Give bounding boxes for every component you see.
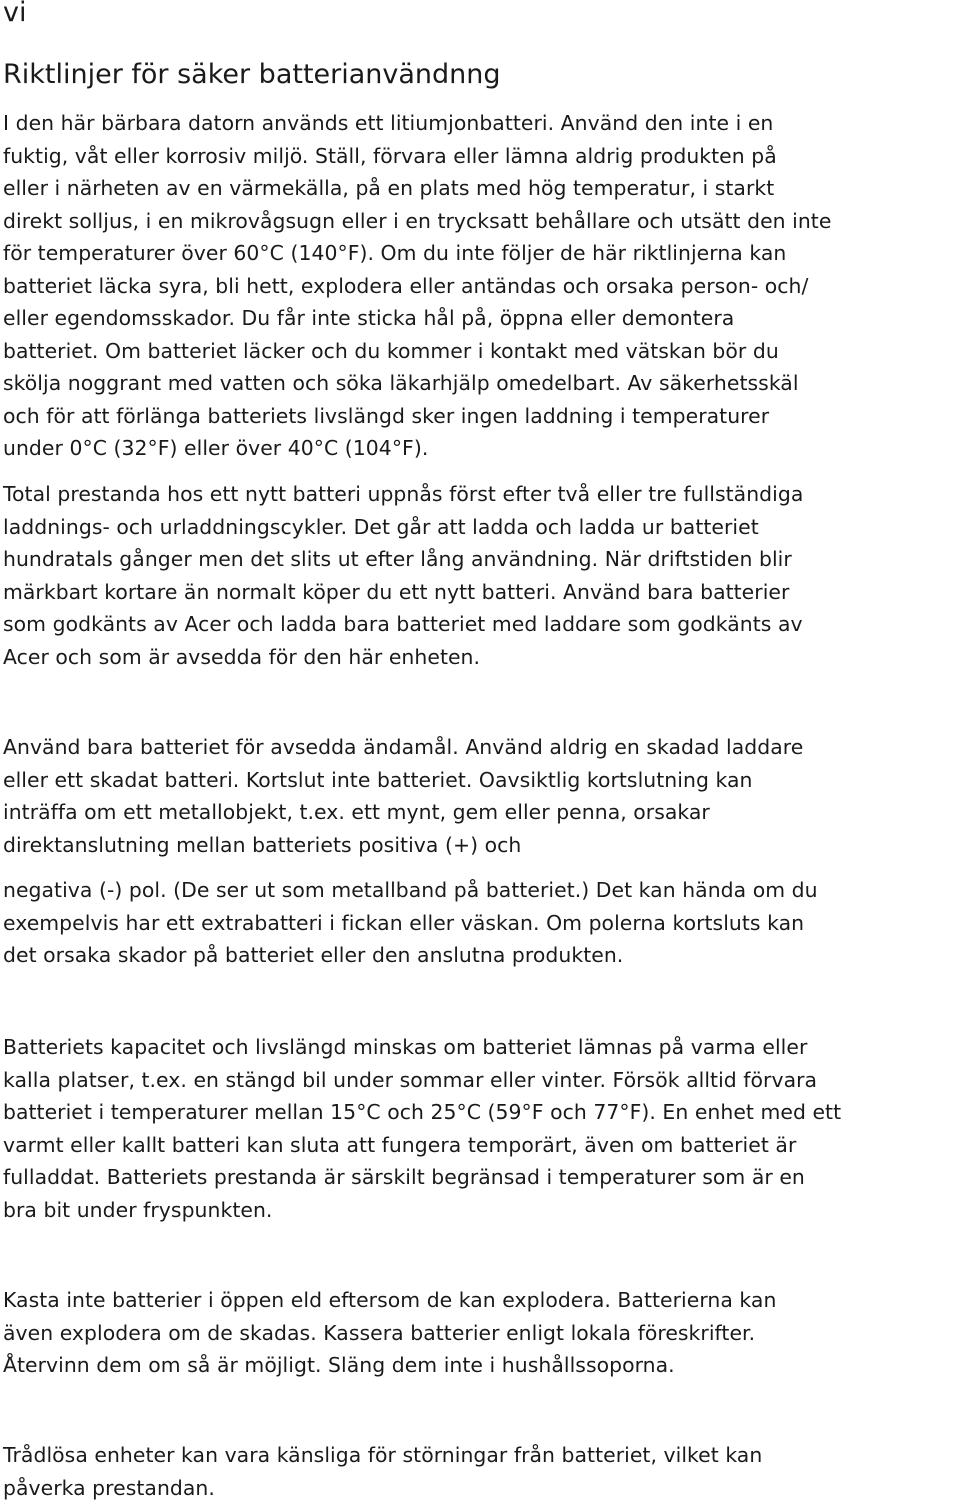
text-line: eller i närheten av en värmekälla, på en plats med hög temperatur, i starkt [3,176,775,200]
paragraph-storage-warnings [3,107,960,465]
text-line: batteriet i temperaturer mellan 15°C och 25°C (59°F och 77°F). En enhet med ett [3,1100,842,1124]
text-line: direkt solljus, i en mikrovågsugn eller i en trycksatt behållare och utsätt den inte [3,208,832,233]
text-line: exempelvis har ett extrabatteri i fickan eller väskan. Om polerna kortsluts kan [3,910,805,935]
text-line: eller ett skadat batteri. Kortslut inte batteriet. Oavsiktlig kortslutning kan [3,767,753,792]
text-line: Återvinn dem om så är möjligt. Släng dem inte i hushållssoporna. [3,1353,675,1377]
text-line: även explodera om de skadas. Kassera batterier enligt lokala föreskrifter. [3,1320,756,1345]
text-line: fulladdat. Batteriets prestanda är särskilt begränsad i temperaturer som är en [3,1165,805,1189]
text-line: kalla platser, t.ex. en stängd bil under sommar eller vinter. Försök alltid förvara [3,1067,818,1092]
text-line: I den här bärbara datorn används ett litiumjonbatteri. Använd den inte i en [3,111,774,135]
text-line: påverka prestandan. [3,1475,215,1500]
text-line: batteriet. Om batteriet läcker och du kommer i kontakt med vätskan bör du [3,338,779,363]
text-line: som godkänts av Acer och ladda bara batteriet med laddare som godkänts av [3,612,803,636]
text-line: Total prestanda hos ett nytt batteri uppnås först efter två eller tre fullständiga [3,482,804,506]
text-line: skölja noggrant med vatten och söka läkarhjälp omedelbart. Av säkerhetsskäl [3,371,799,395]
text-line: laddnings- och urladdningscykler. Det går att ladda och ladda ur batteriet [3,514,759,539]
text-line: Acer och som är avsedda för den här enheten. [3,644,481,669]
text-line: Kasta inte batterier i öppen eld eftersom de kan explodera. Batterierna kan [3,1288,777,1312]
text-line: batteriet läcka syra, bli hett, explodera eller antändas och orsaka person- och/ [3,273,809,298]
text-line: inträffa om ett metallobjekt, t.ex. ett mynt, gem eller penna, orsakar [3,800,710,824]
text-line: för temperaturer över 60°C (140°F). Om du inte följer de här riktlinjerna kan [3,241,787,265]
text-line: negativa (-) pol. (De ser ut som metallband på batteriet.) Det kan hända om du [3,878,818,902]
text-line: det orsaka skador på batteriet eller den anslutna produkten. [3,943,624,967]
paragraph-disposal [3,1284,960,1382]
text-line: eller egendomsskador. Du får inte sticka hål på, öppna eller demontera [3,306,735,330]
text-line: fuktig, våt eller korrosiv miljö. Ställ, förvara eller lämna aldrig produkten på [3,143,777,168]
text-line: varmt eller kallt batteri kan sluta att fungera temporärt, även om batteriet är [3,1132,797,1157]
text-line: Använd bara batteriet för avsedda ändamål. Använd aldrig en skadad laddare [3,735,804,759]
page-number: vi [3,0,27,28]
text-line: och för att förlänga batteriets livslängd sker ingen laddning i temperaturer [3,403,770,428]
text-line: Batteriets kapacitet och livslängd minskas om batteriet lämnas på varma eller [3,1035,808,1059]
text-line: under 0°C (32°F) eller över 40°C (104°F). [3,436,429,460]
page-title: Riktlinjer för säker batterianvändnng [3,59,501,90]
text-line: hundratals gånger men det slits ut efter lång användning. När driftstiden blir [3,547,792,571]
paragraph-short-circuit [3,874,960,972]
paragraph-usage [3,731,960,861]
text-line: Trådlösa enheter kan vara känsliga för störningar från batteriet, vilket kan [3,1443,763,1467]
paragraph-temperature [3,1031,960,1226]
text-line: märkbart kortare än normalt köper du ett nytt batteri. Använd bara batterier [3,579,790,604]
paragraph-performance [3,478,960,673]
paragraph-wireless-interference [3,1439,960,1504]
text-line: direktanslutning mellan batteriets positiva (+) och [3,832,522,857]
text-line: bra bit under fryspunkten. [3,1197,273,1222]
